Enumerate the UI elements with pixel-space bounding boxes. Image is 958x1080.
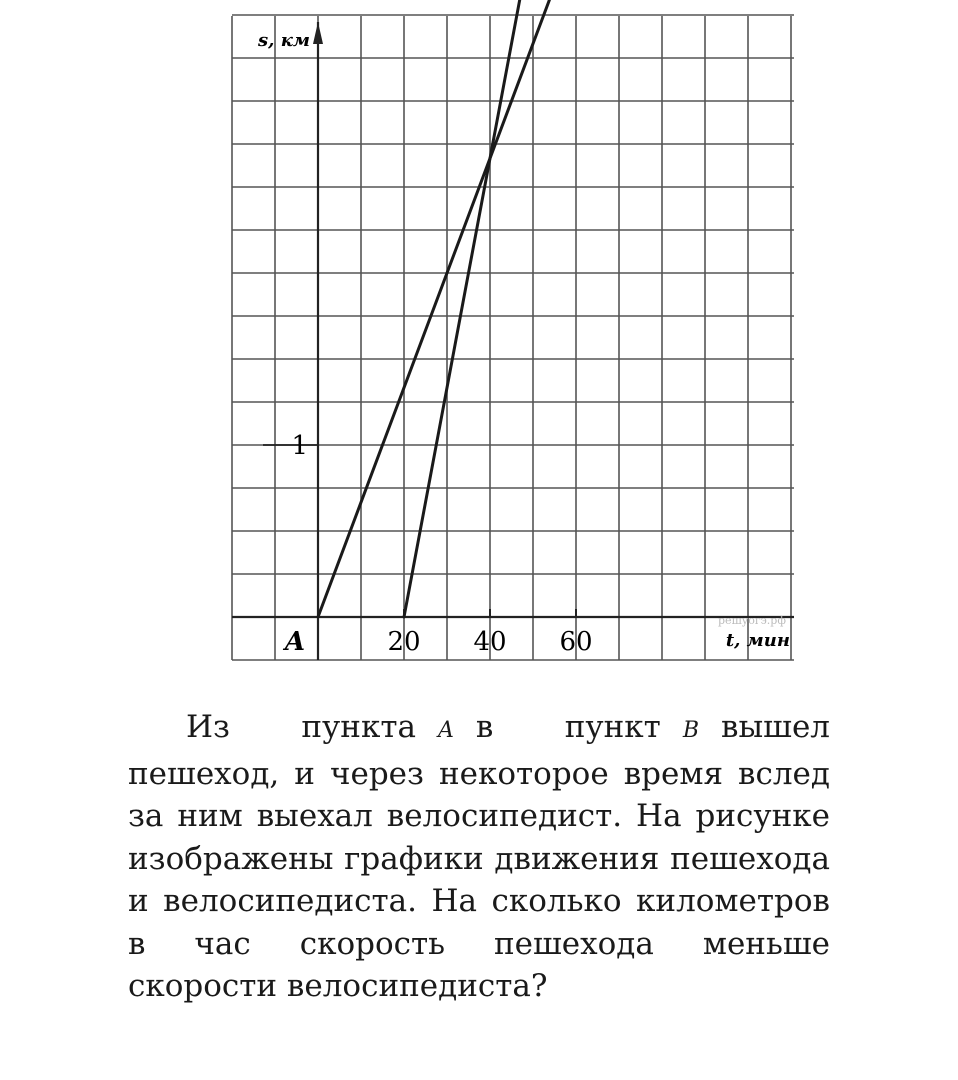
- axis-labels: [257, 0, 790, 657]
- problem-text-part2: в пункт: [475, 709, 661, 745]
- origin-label: A: [284, 627, 306, 657]
- x-axis-label: t, мин: [725, 630, 790, 651]
- problem-text-part1: Из пункта: [186, 709, 416, 745]
- y-axis-arrow: [313, 22, 323, 44]
- grid: [232, 15, 794, 660]
- y-tick-label: 1: [291, 431, 308, 461]
- point-a-label: A: [437, 718, 454, 743]
- x-tick-label: 60: [559, 627, 593, 657]
- problem-text-part3: вышел пешеход, и через некоторое время вслед за ним выехал велосипедист. На рисунке изображены графики движения пешехода и велосипедиста. На сколько километров в час скорость пешехода меньше скорости велосипедиста?: [128, 709, 830, 1004]
- problem-text: [128, 706, 830, 1008]
- x-tick-label: 40: [473, 627, 507, 657]
- point-b-label: B: [682, 718, 699, 743]
- watermark: решуогэ.рф: [718, 614, 786, 627]
- x-tick-label: 20: [387, 627, 421, 657]
- y-axis-label: s, км: [258, 30, 310, 51]
